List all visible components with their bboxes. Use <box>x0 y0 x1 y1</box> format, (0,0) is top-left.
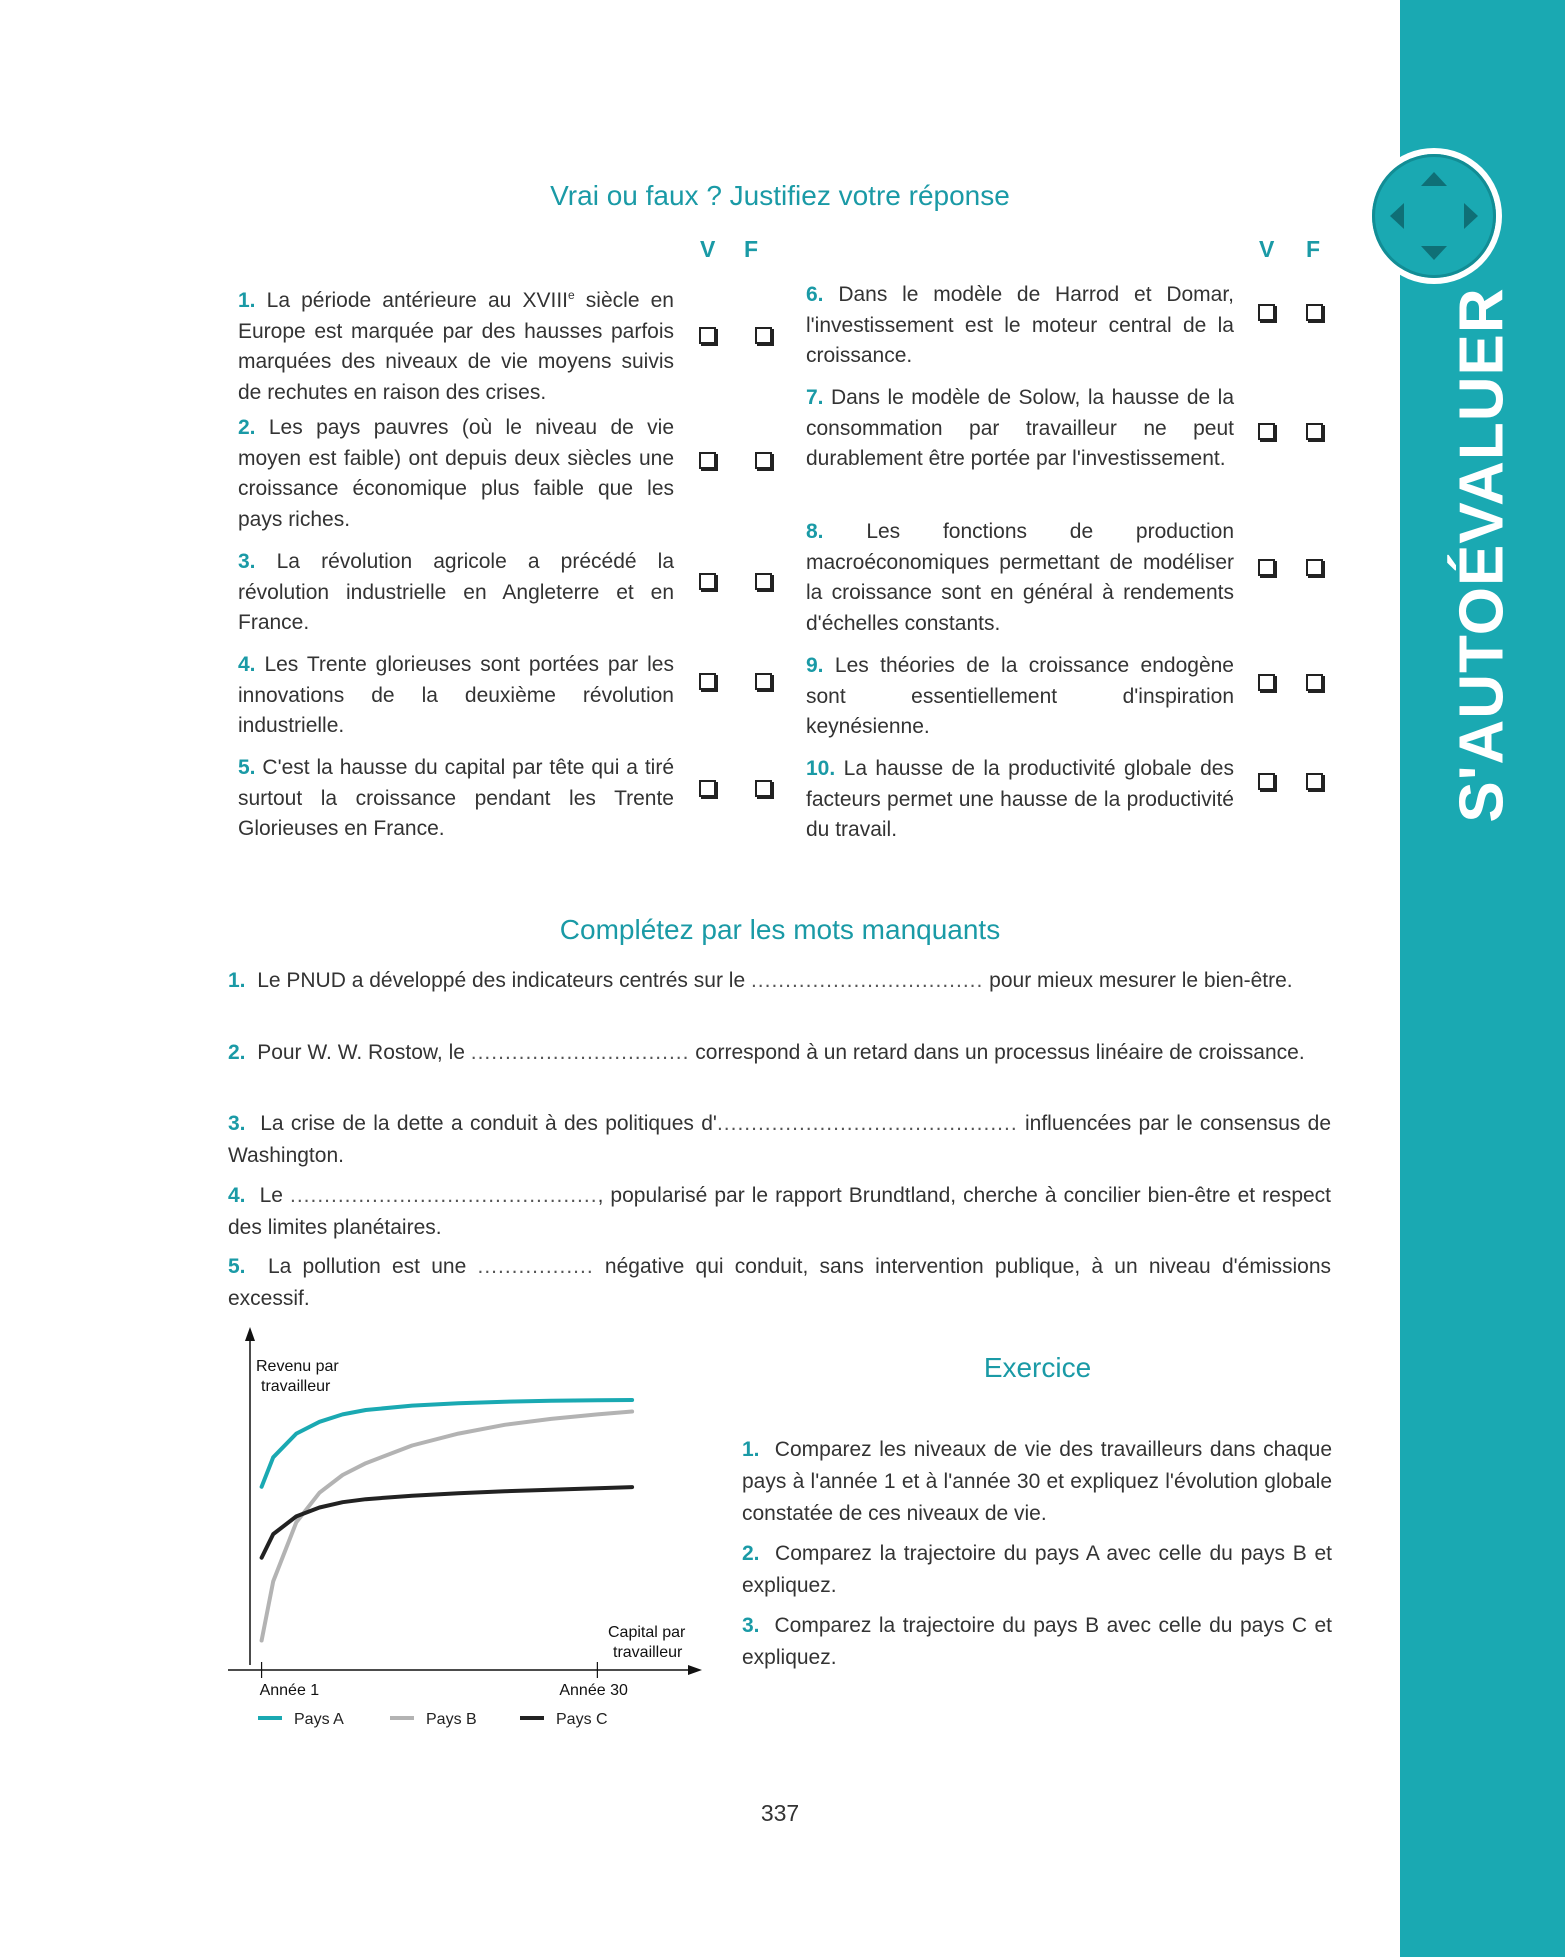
fill-in-item: 4. Le ............................................., popularisé par le rapport Brundtland, cherche à concilier bien-être et respect des limites planétaires. <box>228 1184 1332 1239</box>
x-tick-label: Année 30 <box>559 1682 628 1699</box>
true-checkbox[interactable] <box>699 452 716 469</box>
false-checkbox[interactable] <box>1306 674 1323 691</box>
v-column-header: V <box>700 236 716 262</box>
blank-line[interactable]: ................................ <box>470 1041 690 1064</box>
true-checkbox[interactable] <box>1258 773 1275 790</box>
true-false-question: 3. La révolution agricole a précédé la révolution industrielle en Angleterre et en France. <box>238 550 674 634</box>
y-axis-label: travailleur <box>261 1378 331 1395</box>
x-axis-label: Capital par <box>608 1624 686 1641</box>
true-false-question: 5. C'est la hausse du capital par tête qui a tiré surtout la croissance pendant les Trente Glorieuses en France. <box>238 756 675 840</box>
true-false-question: 10. La hausse de la productivité globale des facteurs permet une hausse de la productivité du travail. <box>806 757 1234 841</box>
section-band-title: S'AUTOÉVALUER <box>1447 287 1517 823</box>
false-checkbox[interactable] <box>755 780 772 797</box>
fill-in-title: Complétez par les mots manquants <box>559 914 1001 945</box>
true-checkbox[interactable] <box>1258 423 1275 440</box>
false-checkbox[interactable] <box>1306 773 1323 790</box>
y-axis-label: Revenu par <box>256 1358 339 1375</box>
legend-label: Pays B <box>426 1711 477 1728</box>
true-false-question: 9. Les théories de la croissance endogène sont essentiellement d'inspiration keynésienne. <box>806 654 1234 738</box>
blank-line[interactable]: ............................................ <box>716 1112 1018 1135</box>
blank-line[interactable]: .................................. <box>750 969 984 992</box>
page-number: 337 <box>760 1800 800 1826</box>
legend-label: Pays A <box>294 1711 344 1728</box>
true-false-question: 7. Dans le modèle de Solow, la hausse de la consommation par travailleur ne peut durablement être portée par l'investissement. <box>806 386 1234 470</box>
true-checkbox[interactable] <box>699 780 716 797</box>
fill-in-item: 2. Pour W. W. Rostow, le ................................ correspond à un retard dans un processus linéaire de croissance. <box>228 1041 1305 1064</box>
series-line-pays-a <box>262 1400 632 1487</box>
series-line-pays-b <box>262 1412 632 1641</box>
true-false-title: Vrai ou faux ? Justifiez votre réponse <box>550 180 1010 211</box>
true-checkbox[interactable] <box>1258 304 1275 321</box>
y-axis-arrow <box>245 1327 255 1341</box>
true-false-question: 6. Dans le modèle de Harrod et Domar, l'investissement est le moteur central de la croissance. <box>806 283 1235 367</box>
exercise-title: Exercice <box>983 1352 1092 1383</box>
true-checkbox[interactable] <box>699 673 716 690</box>
x-axis-label: travailleur <box>613 1644 683 1661</box>
exercise-item: 2. Comparez la trajectoire du pays A avec celle du pays B et expliquez. <box>742 1542 1333 1597</box>
true-checkbox[interactable] <box>1258 674 1275 691</box>
exercise-item: 3. Comparez la trajectoire du pays B avec celle du pays C et expliquez. <box>742 1614 1332 1669</box>
true-false-question: 2. Les pays pauvres (où le niveau de vie moyen est faible) ont depuis deux siècles une croissance économique plus faible que les pays riches. <box>238 416 674 531</box>
false-checkbox[interactable] <box>755 573 772 590</box>
x-axis-arrow <box>688 1665 702 1675</box>
blank-line[interactable]: ............................................. <box>290 1184 598 1207</box>
navigation-arrows-icon <box>1366 148 1502 284</box>
true-checkbox[interactable] <box>1258 559 1275 576</box>
f-column-header: F <box>1306 236 1321 262</box>
false-checkbox[interactable] <box>755 327 772 344</box>
true-false-question: 4. Les Trente glorieuses sont portées par les innovations de la deuxième révolution industrielle. <box>238 653 674 737</box>
exercise-item: 1. Comparez les niveaux de vie des travailleurs dans chaque pays à l'année 1 et à l'année 30 et expliquez l'évolution globale constatée de ces niveaux de vie. <box>742 1438 1332 1525</box>
legend-label: Pays C <box>556 1711 608 1728</box>
fill-in-item: 5. La pollution est une ................. négative qui conduit, sans intervention publique, à un niveau d'émissions excessif. <box>228 1255 1331 1310</box>
false-checkbox[interactable] <box>755 452 772 469</box>
true-false-question: 8. Les fonctions de production macroéconomiques permettant de modéliser la croissance sont en général à rendements d'échelles constants. <box>806 520 1234 635</box>
fill-in-item: 3. La crise de la dette a conduit à des politiques d'............................................ influencées par le consensus de Washington. <box>228 1112 1331 1167</box>
capital-income-chart <box>220 1325 720 1735</box>
false-checkbox[interactable] <box>1306 423 1323 440</box>
x-tick-label: Année 1 <box>259 1682 320 1699</box>
blank-line[interactable]: ................. <box>477 1255 594 1278</box>
false-checkbox[interactable] <box>1306 304 1323 321</box>
true-checkbox[interactable] <box>699 327 716 344</box>
true-checkbox[interactable] <box>699 573 716 590</box>
false-checkbox[interactable] <box>755 673 772 690</box>
false-checkbox[interactable] <box>1306 559 1323 576</box>
v-column-header: V <box>1259 236 1275 262</box>
true-false-question: 1. La période antérieure au XVIIIe siècle en Europe est marquée par des hausses parfois marquées des niveaux de vie moyens suivis de rechutes en raison des crises. <box>238 288 674 404</box>
f-column-header: F <box>744 236 759 262</box>
fill-in-item: 1. Le PNUD a développé des indicateurs centrés sur le .................................. pour mieux mesurer le bien-être. <box>228 969 1293 992</box>
